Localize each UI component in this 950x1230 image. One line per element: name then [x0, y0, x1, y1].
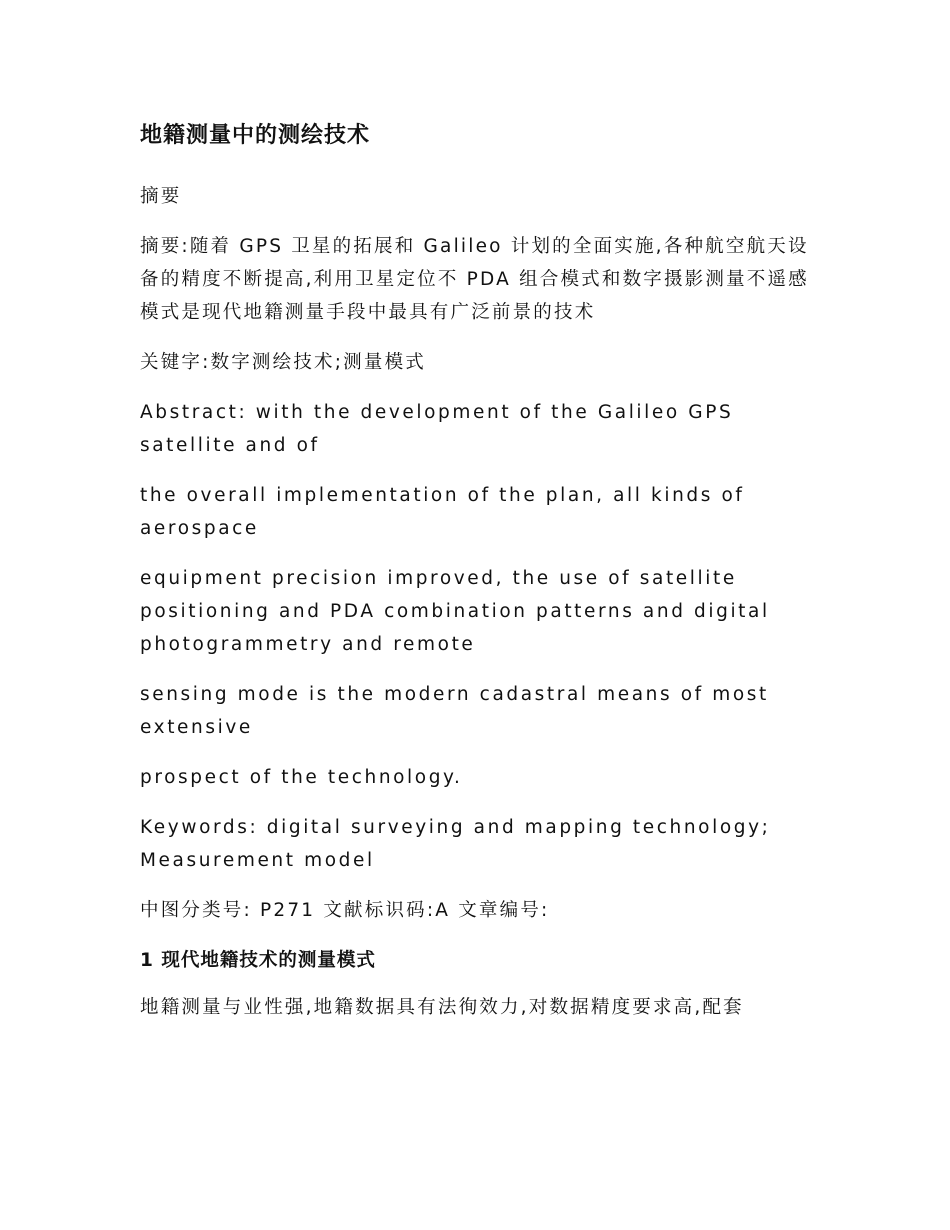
document-page	[140, 118, 820, 1041]
abstract-english-paragraph: sensing mode is the modern cadastral means of most extensive	[140, 684, 769, 738]
keywords-english: Keywords: digital surveying and mapping technology; Measurement model	[140, 817, 771, 871]
abstract-chinese: 摘要:随着 GPS 卫星的拓展和 Galileo 计划的全面实施,各种航空航天设备的精度不断提高,利用卫星定位不 PDA 组合模式和数字摄影测量不遥感模式是现代地籍测量手段中最具有广泛前景的技术	[140, 236, 809, 323]
document-title: 地籍测量中的测绘技术	[140, 123, 371, 148]
abstract-english-paragraph: the overall implementation of the plan, all kinds of aerospace	[140, 485, 745, 539]
abstract-heading: 摘要	[140, 186, 182, 207]
abstract-english-paragraph: equipment precision improved, the use of satellite positioning and PDA combination patterns and digital photogrammetry and remote	[140, 568, 770, 655]
abstract-english-paragraph: Abstract: with the development of the Galileo GPS satellite and of	[140, 402, 734, 456]
abstract-english-paragraph: prospect of the technology.	[140, 767, 463, 788]
section-heading: 1 现代地籍技术的测量模式	[140, 950, 376, 971]
classification-line: 中图分类号: P271 文献标识码:A 文章编号:	[140, 900, 550, 921]
section-body-text: 地籍测量与业性强,地籍数据具有法徇效力,对数据精度要求高,配套	[140, 997, 744, 1018]
keywords-chinese: 关键字:数字测绘技术;测量模式	[140, 352, 426, 373]
